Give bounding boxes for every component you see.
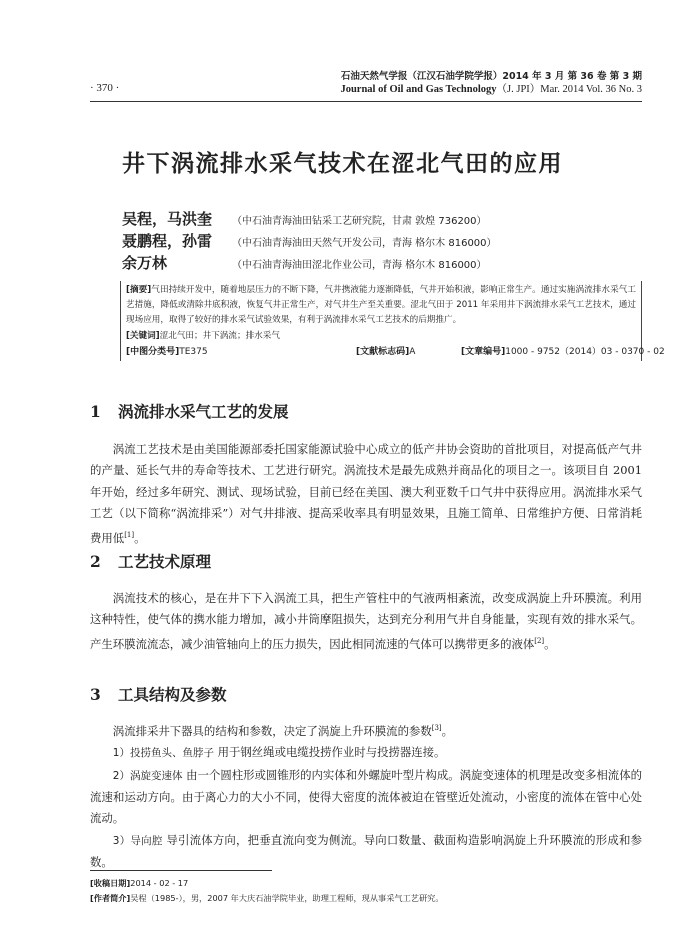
page-header [90, 70, 642, 102]
article-number-label: [文章编号] [461, 346, 506, 357]
abstract [126, 283, 636, 329]
author-affiliation: （中石油青海油田涩北作业公司，青海 格尔木 816000） [232, 260, 487, 271]
section-intro: 涡流排采井下器具的结构和参数，决定了涡旋上升环膜流的参数[3]。 [112, 723, 454, 738]
author-row [122, 230, 642, 252]
author-name: 吴程，马洪奎 [122, 210, 213, 228]
citation: [1] [124, 530, 135, 539]
list-item: 1）投捞鱼头、鱼脖子 用于钢丝绳或电缆投捞作业时与投捞器连接。 [112, 745, 446, 760]
citation: [3] [431, 724, 442, 732]
article-number-value: 1000 - 9752（2014）03 - 0370 - 02 [505, 346, 665, 357]
list-item: 3）导向腔 导引流体方向，把垂直流向变为侧流。导向口数量、截面构造影响涡旋上升环膜流的形成和参数。 [90, 832, 642, 870]
author-row [122, 252, 642, 274]
paragraph: 涡流工艺技术是由美国能源部委托国家能源试验中心成立的低产井协会资助的首批项目，对提高低产气井的产量、延长气井的寿命等技术、工艺进行研究。涡流技术是最先成熟并商品化的项目之一。该项目自 2001 年开始，经过多年研究、测试、现场试验，目前已经在美国、澳大利亚数千口气井中获得应用。涡流排水采气工艺（以下简称“涡流排采”）对气井排液、提高采收率具有明显效果，且施工简单、日常维护方便、日常消耗费用低[1]。 [90, 442, 642, 545]
class-label: [中图分类号] [126, 346, 180, 357]
author-affiliation: （中石油青海油田钻采工艺研究院，甘肃 敦煌 736200） [232, 216, 487, 227]
section-heading: 1 涡流排水采气工艺的发展 [90, 402, 289, 421]
abstract-text: 气田持续开发中，随着地层压力的不断下降，气井携液能力逐渐降低，气井开始积液，影响正常生产。通过实施涡流排水采气工艺措施，降低或清除井底积液，恢复气井正常生产，对气井生产至关重要。涩北气田于 2011 年采用井下涡流排水采气工艺技术，通过现场应用，取得了较好的排水采气试验效果，有利于涡流排水采气工艺技术的后期推广。 [126, 285, 636, 326]
abstract-box [120, 281, 665, 361]
classification-row [126, 344, 665, 361]
section-heading: 2 工艺技术原理 [90, 552, 212, 571]
paragraph [90, 718, 642, 874]
journal-info [340, 70, 642, 96]
section-heading: 3 工具结构及参数 [90, 685, 227, 704]
author-name: 余万林 [122, 254, 168, 272]
author-bio: [作者简介]吴程（1985-），男，2007 年大庆石油学院毕业，助理工程师，现从事采气工艺研究。 [90, 892, 444, 903]
journal-name-cn: 石油天然气学报（江汉石油学院学报）2014 年 3 月 第 36 卷 第 3 期 [340, 71, 642, 82]
keywords-label: [关键词] [126, 330, 160, 341]
doc-code-value: A [409, 346, 416, 357]
paper-title: 井下涡流排水采气技术在涩北气田的应用 [122, 151, 563, 177]
journal-name-en: Journal of Oil and Gas Technology（J. JPI）Mar. 2014 Vol. 36 No. 3 [340, 84, 642, 95]
page-number: · 370 · [90, 82, 120, 94]
abstract-label: [摘要] [126, 285, 152, 295]
author-name: 聂鹏程，孙雷 [122, 232, 213, 250]
list-item: 2）涡旋变速体 由一个圆柱形或圆锥形的内实体和外螺旋叶型片构成。涡旋变速体的机理是改变多相流体的流速和运动方向。由于离心力的大小不同，使得大密度的流体被迫在管壁近处流动，小密度的流体在管中心处流动。 [90, 767, 642, 826]
paragraph: 涡流技术的核心，是在井下下入涡流工具，把生产管柱中的气液两相紊流，改变成涡旋上升环膜流。利用这种特性，使气体的携水能力增加，减小井筒摩阻损失，达到充分利用气井自身能量，实现有效的排水采气。产生环膜流流态，减少油管轴向上的压力损失，因此相同流速的气体可以携带更多的液体[2]。 [90, 591, 642, 651]
author-block [122, 208, 642, 274]
footnotes [90, 876, 650, 905]
received-date: [收稿日期]2014 - 02 - 17 [90, 878, 189, 888]
author-affiliation: （中石油青海油田天然气开发公司，青海 格尔木 816000） [232, 238, 497, 249]
keywords [126, 329, 636, 344]
footnote-divider [90, 870, 272, 871]
citation: [2] [534, 636, 545, 645]
author-row [122, 208, 642, 230]
keywords-text: 涩北气田；井下涡流；排水采气 [159, 330, 280, 341]
doc-code-label: [文献标志码] [356, 346, 410, 357]
class-value: TE375 [179, 346, 208, 357]
